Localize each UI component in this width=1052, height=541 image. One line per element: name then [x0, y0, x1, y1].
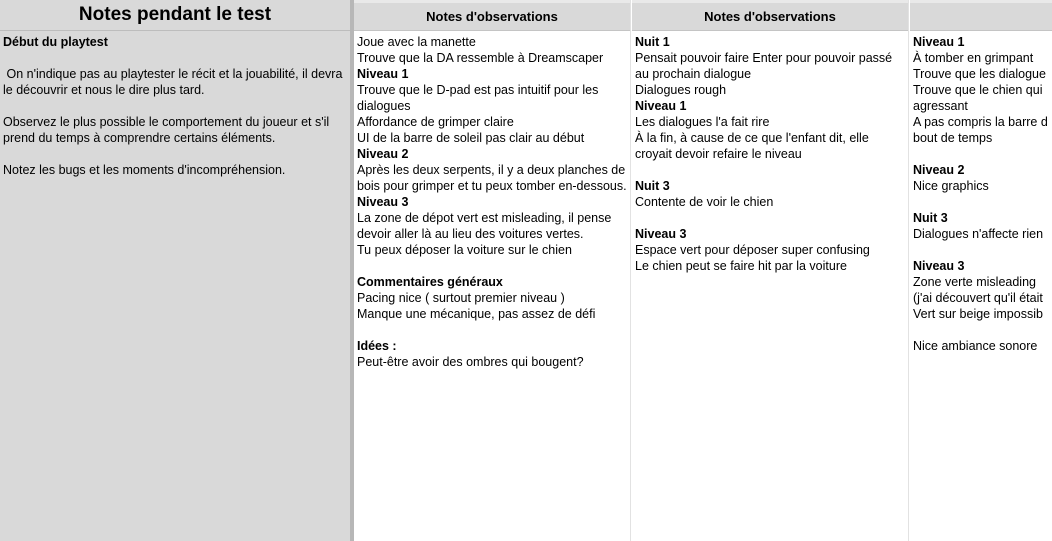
note-line: A pas compris la barre d: [913, 115, 1048, 129]
note-line: [3, 98, 347, 114]
note-line: Pensait pouvoir faire Enter pour pouvoir passé au prochain dialogue: [635, 51, 896, 81]
column-observations-3: [910, 0, 1052, 541]
cell-body[interactable]: [910, 31, 1052, 354]
column-header[interactable]: Notes d'observations: [632, 0, 908, 31]
note-line: [3, 146, 347, 162]
note-line: Observez le plus possible le comportement du joueur et s'il prend du temps à comprendre certains éléments.: [3, 115, 333, 145]
note-line: [635, 210, 905, 226]
note-line: (j'ai découvert qu'il était: [913, 291, 1043, 305]
note-line: [357, 322, 627, 338]
section-heading: Début du playtest: [3, 35, 108, 49]
note-line: Vert sur beige impossib: [913, 307, 1043, 321]
note-line: agressant: [913, 99, 968, 113]
note-line: Zone verte misleading: [913, 275, 1036, 289]
section-heading: Niveau 3: [635, 227, 687, 241]
cell-body[interactable]: [632, 31, 908, 274]
section-heading: Nuit 3: [913, 211, 948, 225]
column-observations-2: [632, 0, 909, 541]
note-line: [3, 50, 347, 66]
section-heading: Commentaires généraux: [357, 275, 503, 289]
note-line: Contente de voir le chien: [635, 195, 774, 209]
note-line: [913, 194, 1049, 210]
note-line: Trouve que le D-pad est pas intuitif pour les dialogues: [357, 83, 602, 113]
cell-body[interactable]: [354, 31, 630, 370]
note-line: Les dialogues l'a fait rire: [635, 115, 770, 129]
note-line: Espace vert pour déposer super confusing: [635, 243, 870, 257]
note-line: Affordance de grimper claire: [357, 115, 514, 129]
section-heading: Niveau 1: [635, 99, 687, 113]
note-line: UI de la barre de soleil pas clair au début: [357, 131, 585, 145]
section-heading: Niveau 2: [913, 163, 965, 177]
note-line: Pacing nice ( surtout premier niveau ): [357, 291, 565, 305]
note-line: À tomber en grimpant: [913, 51, 1034, 65]
note-line: [913, 242, 1049, 258]
note-line: Le chien peut se faire hit par la voiture: [635, 259, 847, 273]
note-line: Trouve que les dialogue: [913, 67, 1046, 81]
note-line: Manque une mécanique, pas assez de défi: [357, 307, 596, 321]
note-line: Trouve que le chien qui: [913, 83, 1043, 97]
section-heading: Nuit 1: [635, 35, 670, 49]
column-header[interactable]: Notes d'observations: [354, 0, 630, 31]
column-header[interactable]: [910, 0, 1052, 31]
note-line: La zone de dépot vert est misleading, il pense devoir aller là au lieu des voitures vertes.: [357, 211, 615, 241]
note-line: Trouve que la DA ressemble à Dreamscaper: [357, 51, 604, 65]
cell-body[interactable]: [0, 31, 350, 178]
section-heading: Niveau 2: [357, 147, 409, 161]
note-line: bout de temps: [913, 131, 993, 145]
note-line: Dialogues rough: [635, 83, 727, 97]
section-heading: Idées :: [357, 339, 397, 353]
note-line: Notez les bugs et les moments d'incompréhension.: [3, 163, 286, 177]
note-line: [357, 258, 627, 274]
section-heading: Niveau 3: [913, 259, 965, 273]
note-line: Peut-être avoir des ombres qui bougent?: [357, 355, 584, 369]
section-heading: Niveau 3: [357, 195, 409, 209]
note-line: Nice ambiance sonore: [913, 339, 1038, 353]
section-heading: Nuit 3: [635, 179, 670, 193]
note-line: À la fin, à cause de ce que l'enfant dit, elle croyait devoir refaire le niveau: [635, 131, 873, 161]
note-line: Tu peux déposer la voiture sur le chien: [357, 243, 572, 257]
section-heading: Niveau 1: [357, 67, 409, 81]
column-header[interactable]: Notes pendant le test: [0, 0, 350, 31]
note-line: [913, 322, 1049, 338]
note-line: [913, 146, 1049, 162]
note-line: Joue avec la manette: [357, 35, 476, 49]
note-line: Après les deux serpents, il y a deux planches de bois pour grimper et tu peux tomber en-dessous.: [357, 163, 629, 193]
column-observations-1: [354, 0, 631, 541]
note-line: On n'indique pas au playtester le récit et la jouabilité, il devra le découvrir et nous le dire plus tard.: [3, 67, 346, 97]
note-line: [635, 162, 905, 178]
note-line: Dialogues n'affecte rien: [913, 227, 1044, 241]
section-heading: Niveau 1: [913, 35, 965, 49]
column-notes-pendant-test: [0, 0, 350, 541]
note-line: Nice graphics: [913, 179, 989, 193]
